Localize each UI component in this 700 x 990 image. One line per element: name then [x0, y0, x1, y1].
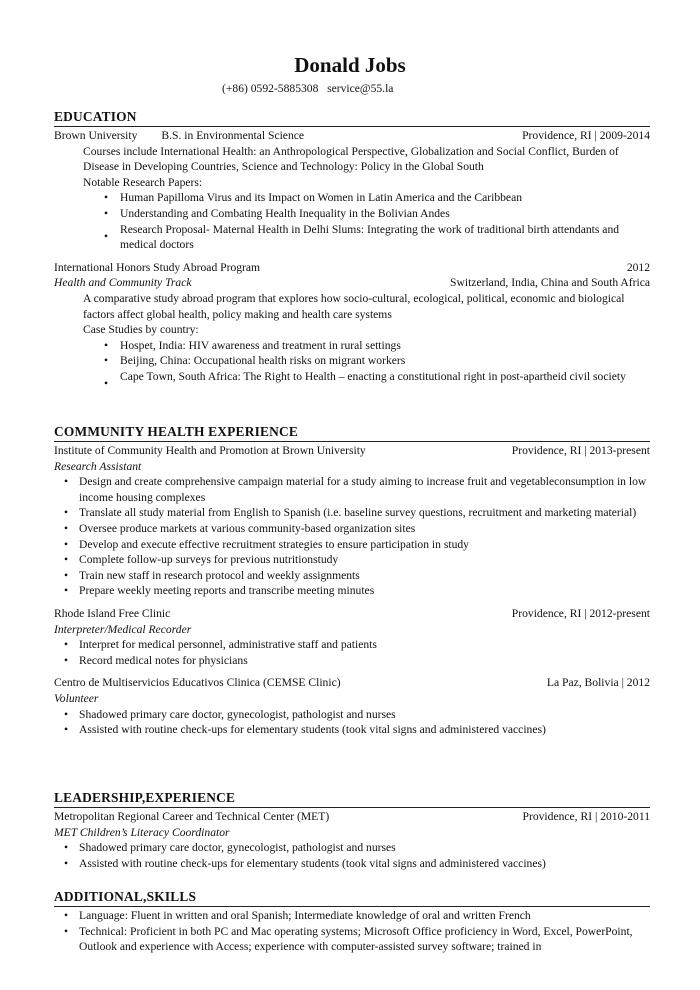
- list-item: • Interpret for medical personnel, administrative staff and patients: [54, 637, 650, 653]
- skills-section: [54, 889, 650, 955]
- research-papers-list: [54, 190, 650, 252]
- institution: International Honors Study Abroad Program: [54, 260, 261, 274]
- list-item: • Human Papilloma Virus and its Impact on Women in Latin America and the Caribbean: [54, 190, 650, 206]
- location-date: Providence, RI | 2009-2014: [522, 129, 650, 142]
- section-title-skills: ADDITIONAL,SKILLS: [54, 889, 650, 907]
- job-header: [54, 675, 650, 691]
- list-item: • Translate all study material from English to Spanish (i.e. baseline survey questions, recruitment and marketing material): [54, 505, 650, 521]
- list-item: • Oversee produce markets at various community-based organization sites: [54, 521, 650, 537]
- institution: Brown University: [54, 129, 138, 142]
- education-section: [54, 109, 650, 385]
- list-item: • Hospet, India: HIV awareness and treatment in rural settings: [54, 338, 650, 354]
- program-description: A comparative study abroad program that explores how socio-cultural, ecological, political, economic and biological factors affect global health, policy making and health care systems: [83, 291, 625, 321]
- list-item: • Shadowed primary care doctor, gynecologist, pathologist and nurses: [54, 840, 650, 856]
- list-item: • Complete follow-up surveys for previous nutritionstudy: [54, 552, 650, 568]
- skills-list: [54, 908, 650, 955]
- location-date: Providence, RI | 2010-2011: [522, 810, 650, 823]
- job-role: Volunteer: [54, 691, 99, 705]
- degree: B.S. in Environmental Science: [161, 129, 305, 142]
- organization: Metropolitan Regional Career and Technical Center (MET): [54, 810, 330, 823]
- locations: Switzerland, India, China and South Africa: [450, 276, 650, 290]
- list-item: • Develop and execute effective recruitment strategies to ensure participation in study: [54, 537, 650, 553]
- location-date: La Paz, Bolivia | 2012: [546, 676, 650, 690]
- list-item: • Understanding and Combating Health Inequality in the Bolivian Andes: [54, 206, 650, 222]
- candidate-name: Donald Jobs: [294, 53, 406, 77]
- job-role: Interpreter/Medical Recorder: [54, 622, 192, 636]
- list-item: • Technical: Proficient in both PC and Mac operating systems; Microsoft Office proficiency in Word, Excel, PowerPoint, Outlook and experience with Access; experience with computer-assisted survey software; trained in: [54, 924, 650, 955]
- track: Health and Community Track: [54, 276, 192, 290]
- job-header: [54, 443, 650, 459]
- case-studies-list: [54, 338, 650, 385]
- list-label: Case Studies by country:: [83, 323, 199, 337]
- job-role: MET Children’s Literacy Coordinator: [54, 825, 230, 839]
- contact-info: (+86) 0592-5885308 service@55.la: [222, 82, 394, 95]
- job-role: Research Assistant: [54, 459, 142, 473]
- job-header: [54, 606, 650, 622]
- list-item: • Design and create comprehensive campaign material for a study aiming to increase fruit and vegetableconsumption in low income housing complexes: [54, 474, 650, 505]
- list-label: Notable Research Papers:: [83, 175, 203, 189]
- leadership-section: [54, 790, 650, 871]
- education-entry-header: [54, 128, 650, 144]
- track-row: [54, 275, 650, 291]
- list-item: • Shadowed primary care doctor, gynecologist, pathologist and nurses: [54, 707, 650, 723]
- organization: Centro de Multiservicios Educativos Clinica (CEMSE Clinic): [54, 676, 341, 690]
- job-header: [54, 809, 650, 825]
- job-duties-list: [54, 474, 650, 599]
- courses-text: Courses include International Health: an Anthropological Perspective, Globalization and Social Conflict, Burden of Disease in Developing Countries, Science and Technology: Policy in the Global South: [83, 144, 619, 174]
- education-entry-header: [54, 260, 650, 276]
- job-duties-list: [54, 637, 650, 668]
- job-duties-list: [54, 707, 650, 738]
- organization: Institute of Community Health and Promotion at Brown University: [54, 444, 366, 457]
- list-item: • Assisted with routine check-ups for elementary students (took vital signs and administered vaccines): [54, 722, 650, 738]
- list-item: • Record medical notes for physicians: [54, 653, 650, 669]
- location-date: Providence, RI | 2013-present: [511, 444, 650, 457]
- section-title-community: COMMUNITY HEALTH EXPERIENCE: [54, 424, 650, 442]
- list-item: • Beijing, China: Occupational health risks on migrant workers: [54, 353, 650, 369]
- list-item: • Prepare weekly meeting reports and transcribe meeting minutes: [54, 583, 650, 599]
- list-item: • Assisted with routine check-ups for elementary students (took vital signs and administered vaccines): [54, 856, 650, 872]
- community-section: [54, 424, 650, 738]
- list-item: • Train new staff in research protocol and weekly assignments: [54, 568, 650, 584]
- list-item: • Language: Fluent in written and oral Spanish; Intermediate knowledge of oral and written French: [54, 908, 650, 924]
- location-date: Providence, RI | 2012-present: [511, 606, 650, 620]
- date: 2012: [626, 260, 650, 274]
- section-title-education: EDUCATION: [54, 109, 650, 127]
- organization: Rhode Island Free Clinic: [54, 606, 171, 620]
- list-item: • Research Proposal- Maternal Health in Delhi Slums: Integrating the work of traditional birth attendants and medical doctors: [54, 222, 650, 253]
- leadership-duties-list: [54, 840, 650, 871]
- list-item: • Cape Town, South Africa: The Right to Health – enacting a constitutional right in post-apartheid civil society: [54, 369, 650, 385]
- section-title-leadership: LEADERSHIP,EXPERIENCE: [54, 790, 650, 808]
